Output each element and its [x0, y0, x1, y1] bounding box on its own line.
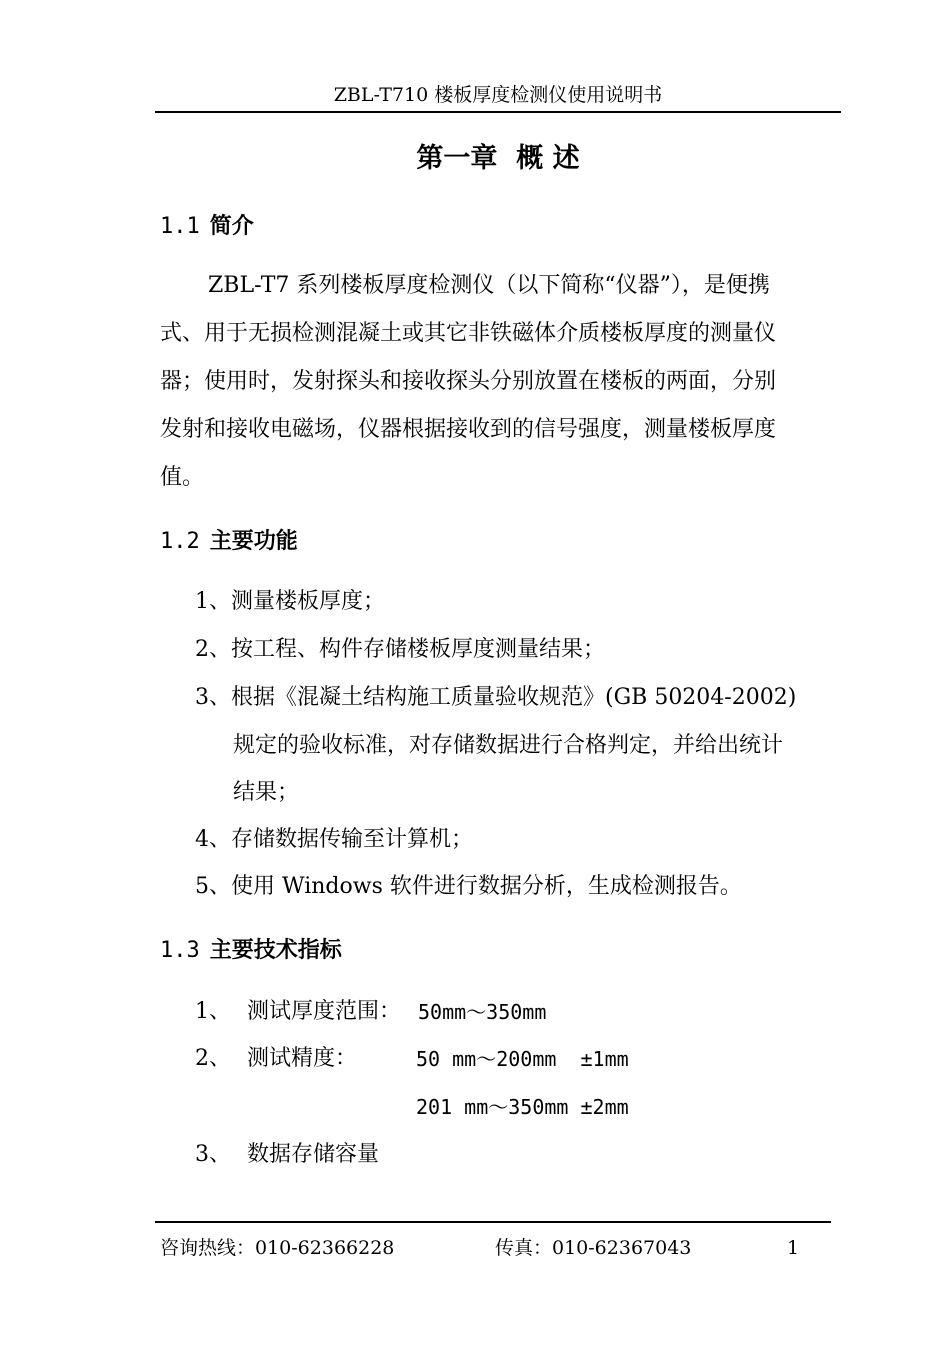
footer-fax: 传真：010-62367043 — [495, 1237, 692, 1259]
paragraph-line: ZBL-T7 系列楼板厚度检测仪（以下简称“仪器”），是便携 — [208, 273, 770, 298]
spec-label: 测试厚度范围： — [247, 999, 402, 1024]
chapter-title: 第一章 概 述 — [416, 143, 580, 174]
spec-label: 测试精度： — [247, 1046, 358, 1071]
section-heading-1-3 — [160, 936, 342, 965]
header-divider — [155, 111, 841, 113]
function-list-item-continuation: 结果； — [233, 780, 300, 805]
paragraph-line: 值。 — [160, 465, 205, 490]
spec-number: 2、 — [195, 1046, 231, 1071]
spec-value: 50mm～350mm — [418, 1000, 547, 1024]
section-title: 主要功能 — [209, 528, 298, 554]
section-number: 1.3 — [160, 938, 200, 963]
footer-divider — [155, 1221, 831, 1223]
spec-label: 数据存储容量 — [247, 1142, 380, 1167]
spec-number: 3、 — [195, 1142, 231, 1167]
section-heading-1-1 — [160, 212, 254, 241]
paragraph-line: 发射和接收电磁场，仪器根据接收到的信号强度，测量楼板厚度 — [160, 417, 777, 442]
section-number: 1.2 — [160, 529, 200, 554]
footer-hotline: 咨询热线：010-62366228 — [160, 1237, 395, 1259]
section-number: 1.1 — [160, 214, 200, 239]
intro-paragraph — [160, 262, 840, 502]
spec-number: 1、 — [195, 999, 231, 1024]
section-title: 主要技术指标 — [209, 937, 342, 963]
spec-value: 50 mm～200mm ±1mm — [416, 1047, 629, 1071]
section-title: 简介 — [209, 213, 254, 239]
paragraph-line: 式、用于无损检测混凝土或其它非铁磁体介质楼板厚度的测量仪 — [160, 321, 777, 346]
page-header-title: ZBL-T710 楼板厚度检测仪使用说明书 — [333, 84, 663, 106]
function-list-item: 1、测量楼板厚度； — [195, 589, 385, 614]
function-list-item: 3、根据《混凝土结构施工质量验收规范》(GB 50204-2002) — [195, 685, 797, 710]
function-list-item: 5、使用 Windows 软件进行数据分析，生成检测报告。 — [195, 874, 742, 899]
function-list-item-continuation: 规定的验收标准，对存储数据进行合格判定，并给出统计 — [233, 733, 784, 758]
function-list-item: 2、按工程、构件存储楼板厚度测量结果； — [195, 637, 605, 662]
spec-value: 201 mm～350mm ±2mm — [416, 1095, 629, 1119]
section-heading-1-2 — [160, 527, 298, 556]
page-number: 1 — [787, 1237, 800, 1259]
function-list-item: 4、存储数据传输至计算机； — [195, 827, 473, 852]
paragraph-line: 器；使用时，发射探头和接收探头分别放置在楼板的两面，分别 — [160, 369, 777, 394]
